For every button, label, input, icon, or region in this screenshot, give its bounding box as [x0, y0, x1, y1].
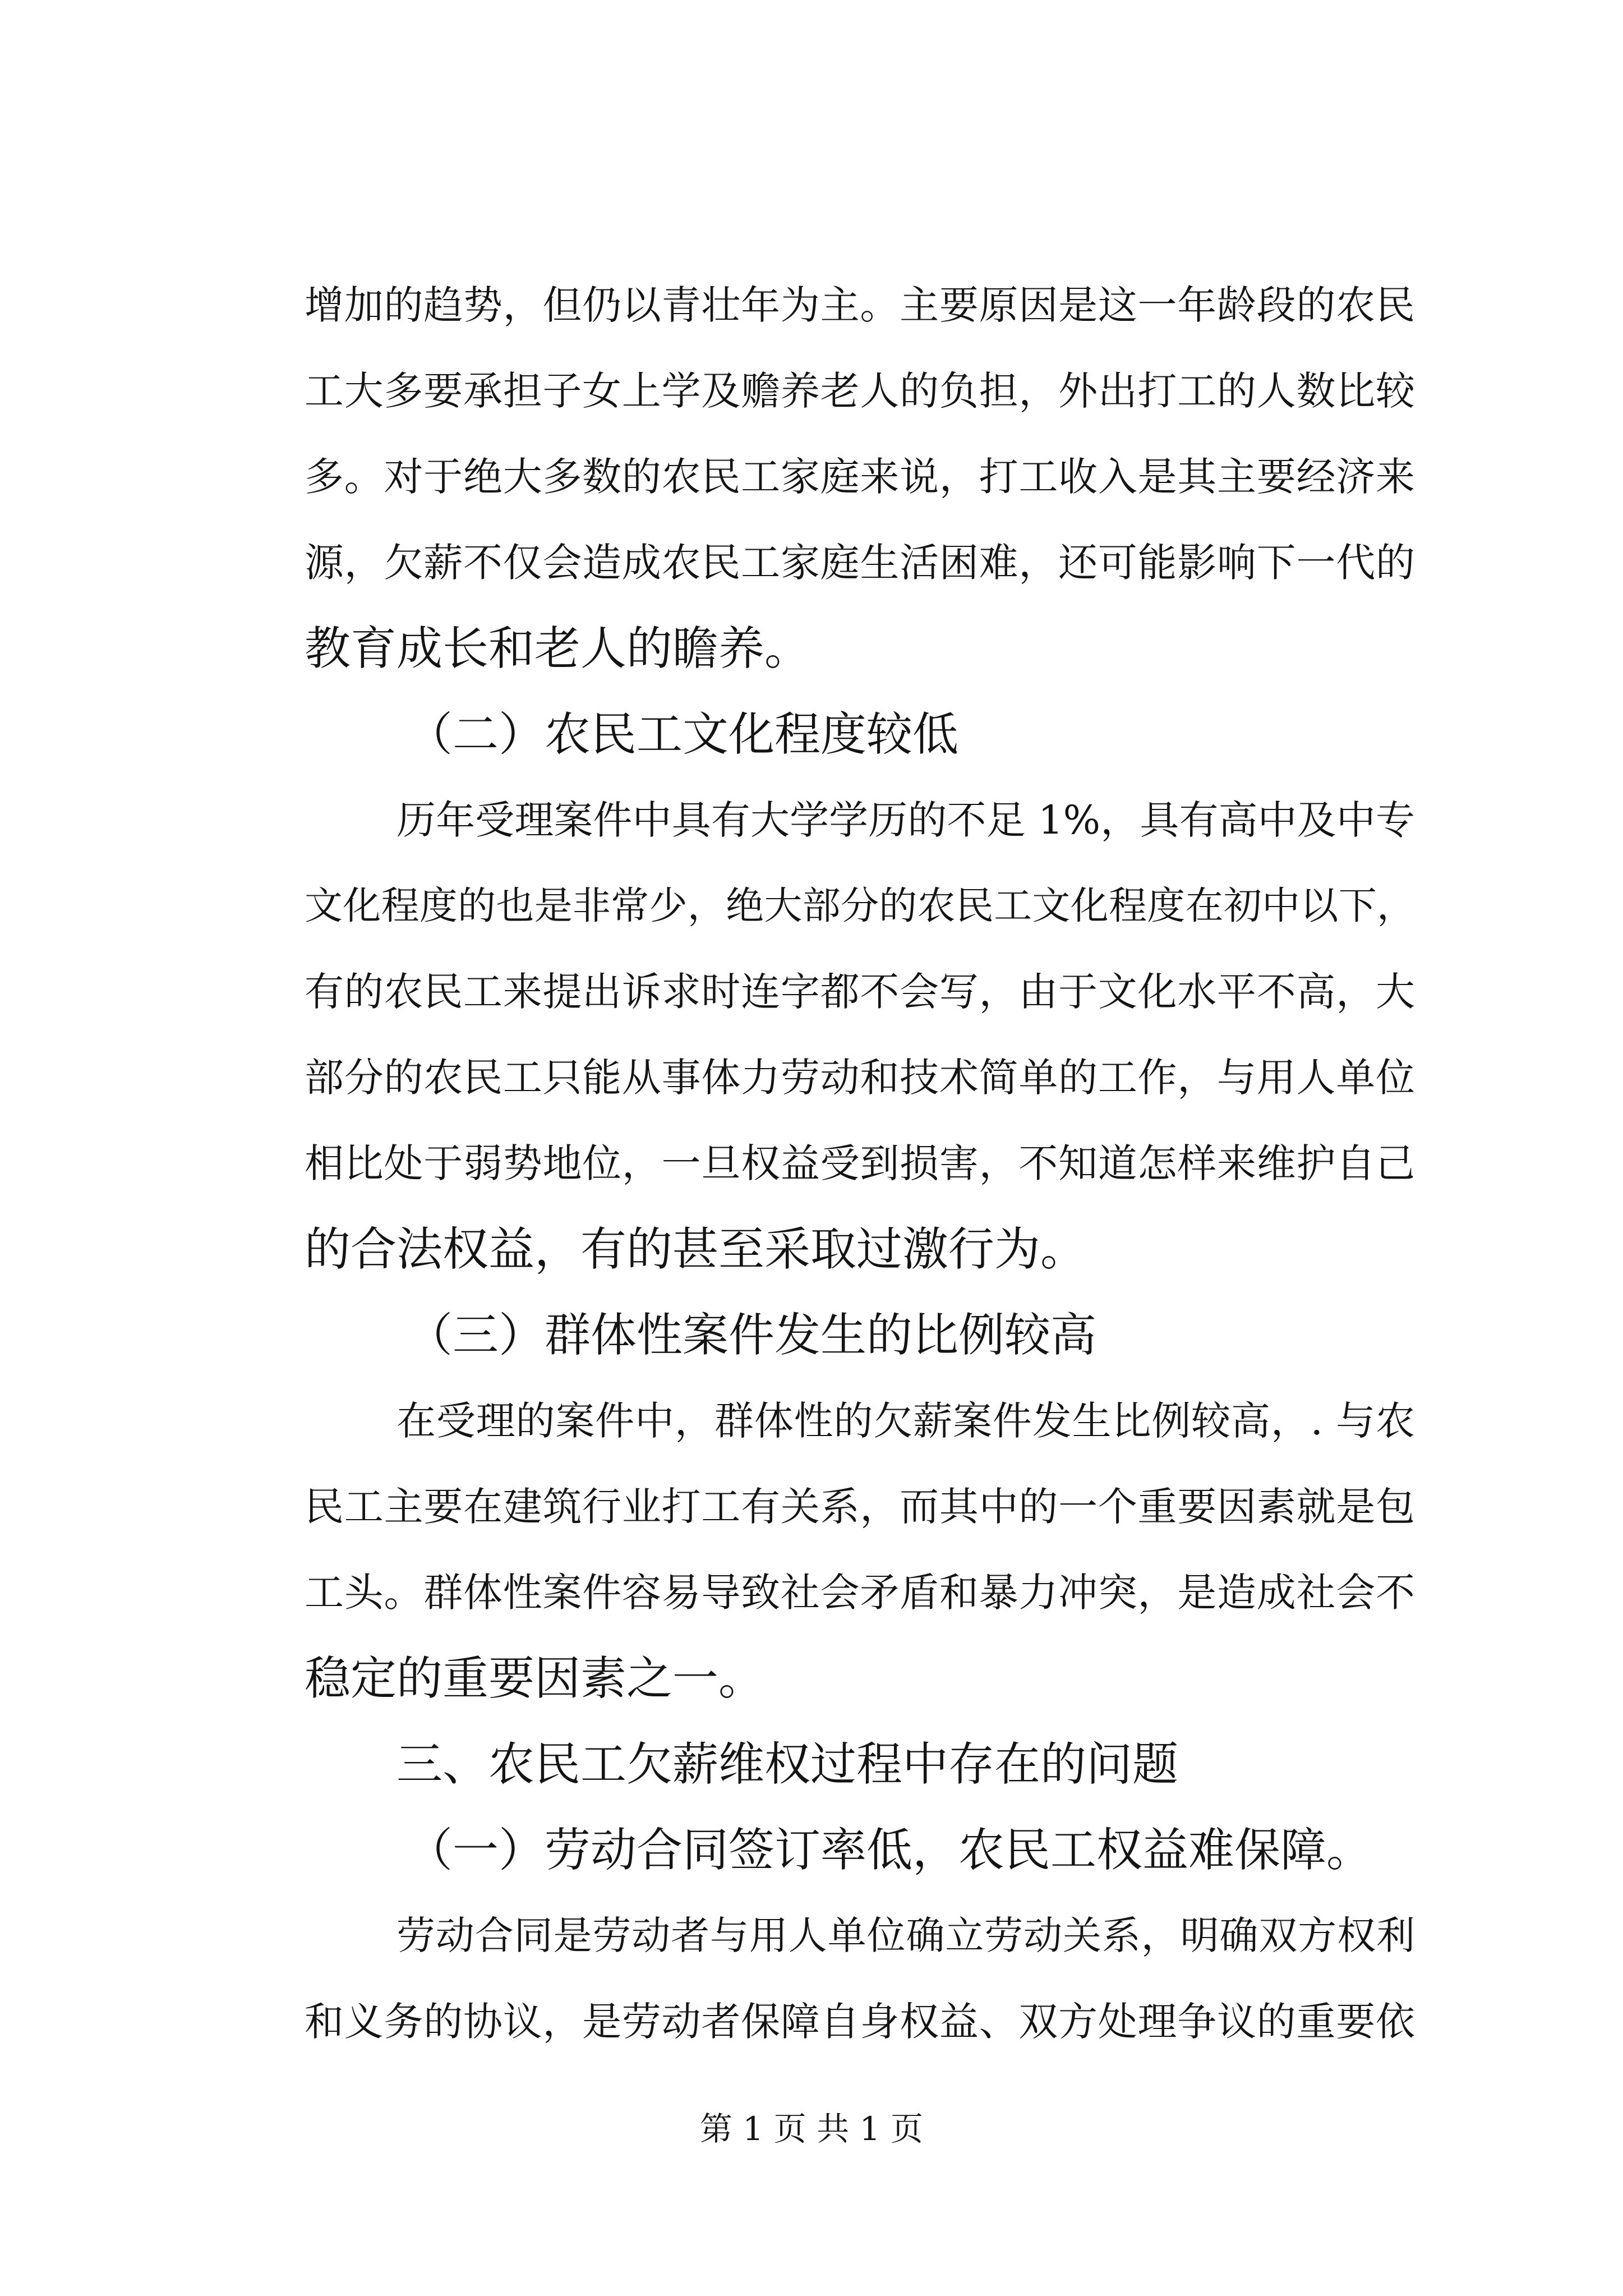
- text-line: 历年受理案件中具有大学学历的不足 1%，具有高中及中专: [396, 797, 1415, 843]
- text-line: 工大多要承担子女上学及赡养老人的负担，外出打工的人数比较: [305, 368, 1415, 414]
- text-line: （二）农民工文化程度较低: [407, 708, 959, 761]
- text-line: 文化程度的也是非常少，绝大部分的农民工文化程度在初中以下，: [305, 884, 1415, 928]
- text-line: 劳动合同是劳动者与用人单位确立劳动关系，明确双方权利: [396, 1913, 1415, 1958]
- text-line: 三、农民工欠薪维权过程中存在的问题: [396, 1738, 1179, 1791]
- text-line: （三）群体性案件发生的比例较高: [407, 1309, 1097, 1362]
- document-body: [305, 263, 1415, 2065]
- text-line: 有的农民工来提出诉求时连字都不会写，由于文化水平不高，大: [305, 969, 1415, 1015]
- text-line: 稳定的重要因素之一。: [305, 1652, 765, 1705]
- text-line: 多。对于绝大多数的农民工家庭来说，打工收入是其主要经济来: [305, 454, 1415, 500]
- text-line: 工头。群体性案件容易导致社会矛盾和暴力冲突，是造成社会不: [305, 1570, 1415, 1616]
- text-line: 的合法权益，有的甚至采取过激行为。: [305, 1223, 1087, 1276]
- text-line: 在受理的案件中，群体性的欠薪案件发生比例较高，. 与农: [396, 1398, 1415, 1444]
- text-line: 相比处于弱势地位，一旦权益受到损害，不知道怎样来维护自己: [305, 1140, 1415, 1186]
- text-line: 教育成长和老人的瞻养。: [305, 622, 811, 675]
- page-footer: 第 1 页 共 1 页: [700, 2110, 923, 2148]
- text-line: 部分的农民工只能从事体力劳动和技术简单的工作，与用人单位: [305, 1055, 1415, 1101]
- text-line: 民工主要在建筑行业打工有关系，而其中的一个重要因素就是包: [305, 1484, 1415, 1530]
- text-line: 源，欠薪不仅会造成农民工家庭生活困难，还可能影响下一代的: [305, 540, 1415, 586]
- text-line: 和义务的协议，是劳动者保障自身权益、双方处理争议的重要依: [305, 1999, 1415, 2045]
- text-line: 增加的趋势，但仍以青壮年为主。主要原因是这一年龄段的农民: [305, 282, 1415, 328]
- text-line: （一）劳动合同签订率低，农民工权益难保障。: [407, 1824, 1373, 1877]
